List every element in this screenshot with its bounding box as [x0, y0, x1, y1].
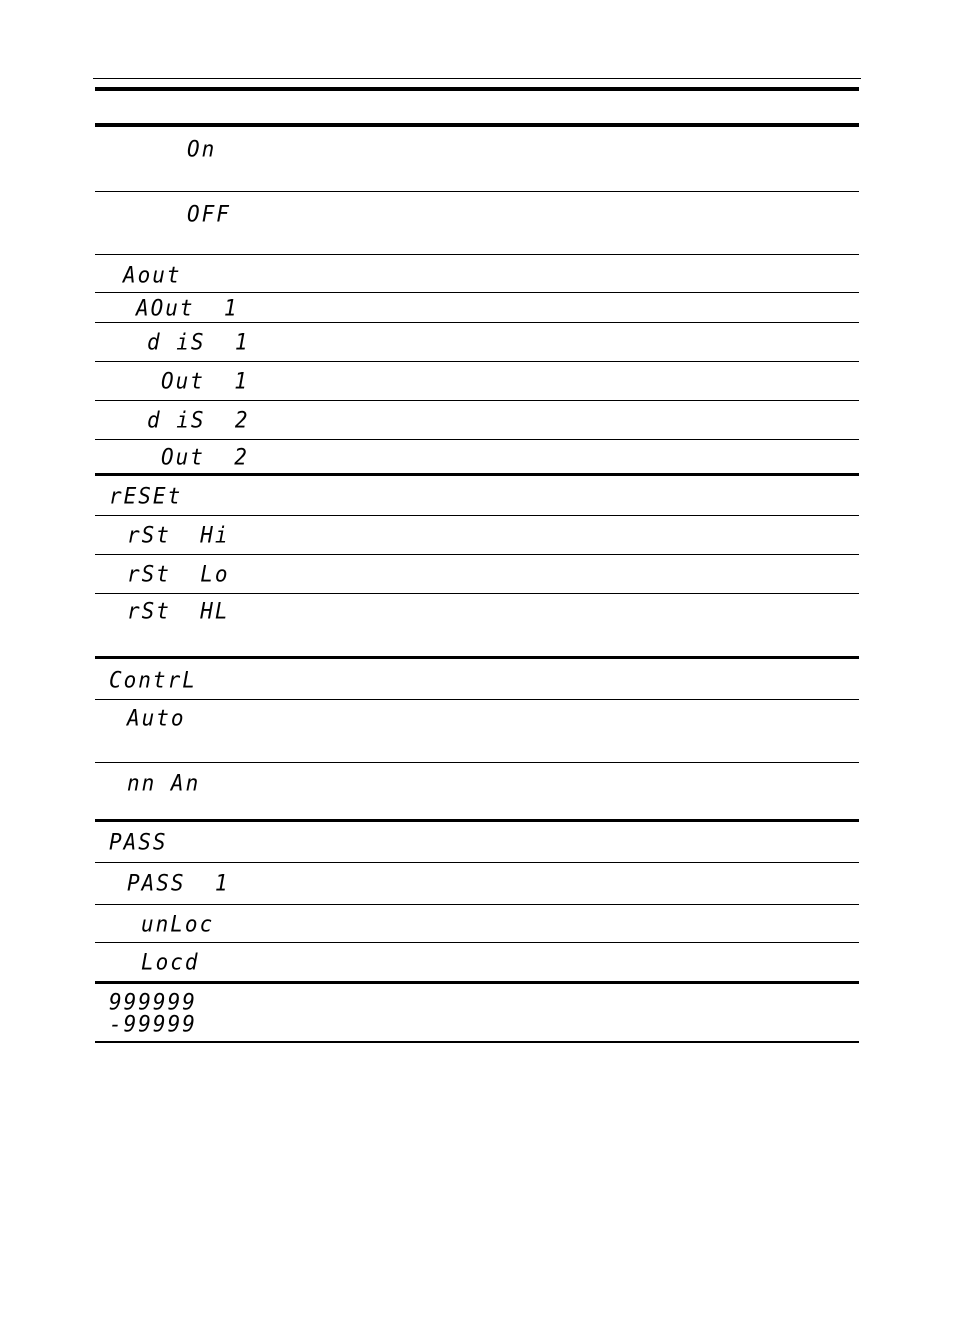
table-row: [95, 255, 859, 293]
segment-code: nn An: [127, 770, 201, 796]
page-header-rule: [93, 78, 861, 79]
segment-code: PASS: [109, 829, 168, 855]
segment-code: AOut 1: [136, 295, 239, 321]
table-row: [95, 822, 859, 863]
segment-code: rSt Hi: [127, 522, 230, 548]
segment-code: Locd: [141, 949, 200, 975]
table-row: [95, 659, 859, 700]
segment-code: Out 2: [161, 444, 249, 470]
table-row: [95, 943, 859, 984]
table-row: [95, 127, 859, 192]
table-row: [95, 763, 859, 822]
table-row: [95, 700, 859, 763]
segment-code: Aout: [123, 262, 182, 288]
segment-code: d iS 1: [147, 329, 250, 355]
segment-code: Out 1: [161, 368, 249, 394]
table-row: [95, 555, 859, 594]
segment-code: 999999: [109, 989, 197, 1015]
table-row: [95, 323, 859, 362]
segment-code-2: -99999: [109, 1011, 197, 1037]
segment-code: rSt Lo: [127, 561, 230, 587]
table-row: [95, 984, 859, 1043]
table-row: [95, 401, 859, 440]
settings-table: [95, 87, 859, 1043]
segment-code: On: [187, 136, 217, 162]
table-row: [95, 440, 859, 476]
table-row: [95, 516, 859, 555]
segment-code: Auto: [127, 705, 186, 731]
segment-code: ContrL: [109, 667, 197, 693]
table-row: [95, 476, 859, 516]
segment-code: PASS 1: [127, 870, 230, 896]
table-row: [95, 905, 859, 943]
segment-code: unLoc: [141, 911, 215, 937]
table-row: [95, 863, 859, 905]
segment-code: d iS 2: [147, 407, 250, 433]
segment-code: OFF: [187, 201, 231, 227]
segment-code: rESEt: [109, 483, 183, 509]
table-row: [95, 293, 859, 323]
segment-code: rSt HL: [127, 598, 230, 624]
table-row: [95, 362, 859, 401]
table-row: [95, 192, 859, 255]
table-header: [95, 87, 859, 127]
table-row: [95, 594, 859, 659]
